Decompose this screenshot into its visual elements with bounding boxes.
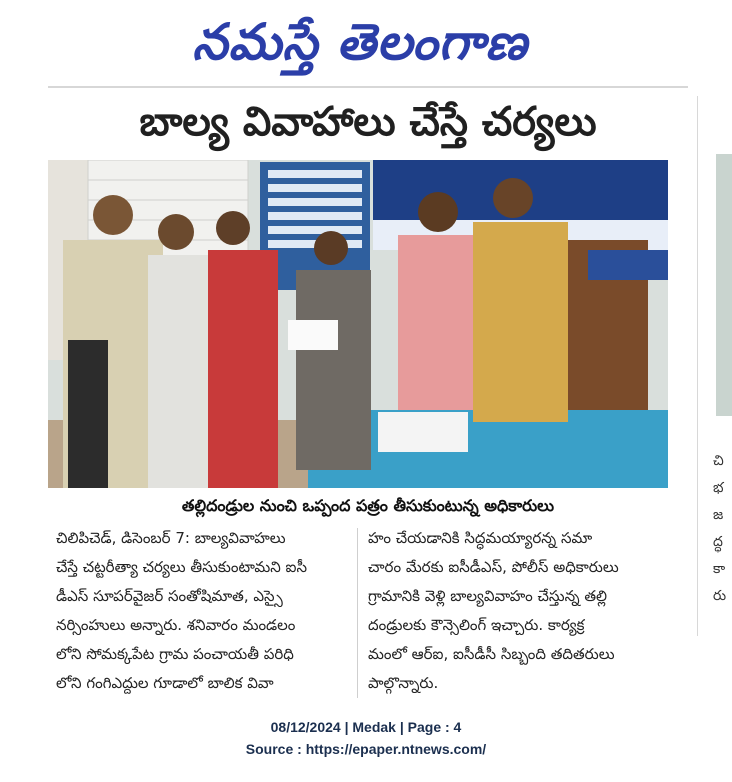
column-1-line: చేస్తే చట్టరీత్యా చర్యలు తీసుకుంటామని ఐసీ — [56, 558, 307, 576]
column-2-line: గ్రామానికి వెళ్లి బాల్యవివాహం చేస్తున్న తల్లి — [368, 587, 608, 605]
column-2-line: హం చేయడానికి సిద్ధమయ్యారన్న సమా — [368, 529, 593, 547]
fragment-line: రు — [713, 588, 727, 604]
article-headline: బాల్య వివాహాలు చేస్తే చర్యలు — [139, 99, 597, 145]
column-divider-right — [697, 96, 698, 636]
fragment-line: భ — [713, 480, 724, 496]
column-1-line: లోని సోమక్కపేట గ్రామ పంచాయతీ పరిధి — [56, 645, 294, 663]
fragment-line: కా — [713, 561, 726, 577]
column-1-line: లోని గంగిఎద్దుల గూడాలో బాలిక వివా — [56, 674, 274, 692]
fragment-line: ద్ధ — [713, 534, 723, 550]
newspaper-masthead: నమస్తే తెలంగాణ — [192, 13, 528, 71]
column-2-line: మంలో ఆర్ఐ, ఐసీడీసీ సిబ్బంది తదితరులు — [368, 645, 615, 663]
article-photo — [48, 160, 668, 488]
column-2-line: దండ్రులకు కౌన్సెలింగ్ ఇచ్చారు. కార్యక్ర — [368, 616, 585, 634]
photo-caption: తల్లిదండ్రుల నుంచి ఒప్పంద పత్రం తీసుకుంటున్న అధికారులు — [181, 496, 555, 515]
column-1-line: నర్సింహులు అన్నారు. శనివారం మండలం — [56, 616, 296, 634]
fragment-line: జ — [713, 507, 724, 523]
adjacent-article-photo-fragment — [716, 154, 732, 416]
column-2-line: చారం మేరకు ఐసీడీఎస్, పోలీస్ అధికారులు — [368, 558, 619, 576]
column-divider — [357, 528, 358, 698]
photo-illustration — [48, 160, 668, 488]
article-column-1 — [56, 524, 356, 698]
footer-source: Source : https://epaper.ntnews.com/ — [245, 741, 487, 757]
column-2-line: పాల్గొన్నారు. — [368, 674, 439, 692]
article-column-2 — [368, 524, 668, 698]
footer-date-edition: 08/12/2024 | Medak | Page : 4 — [270, 719, 462, 735]
masthead-rule — [48, 86, 688, 88]
column-1-line: డీఎస్ సూపర్‌వైజర్ సంతోషిమాత, ఎస్సై — [56, 587, 283, 605]
fragment-line: చి — [713, 453, 724, 469]
page-footer — [0, 716, 732, 760]
adjacent-article-text-fragment — [713, 448, 732, 610]
column-1-line: చిలిపిచెడ్, డిసెంబర్ 7: బాల్యవివాహలు — [56, 529, 286, 547]
